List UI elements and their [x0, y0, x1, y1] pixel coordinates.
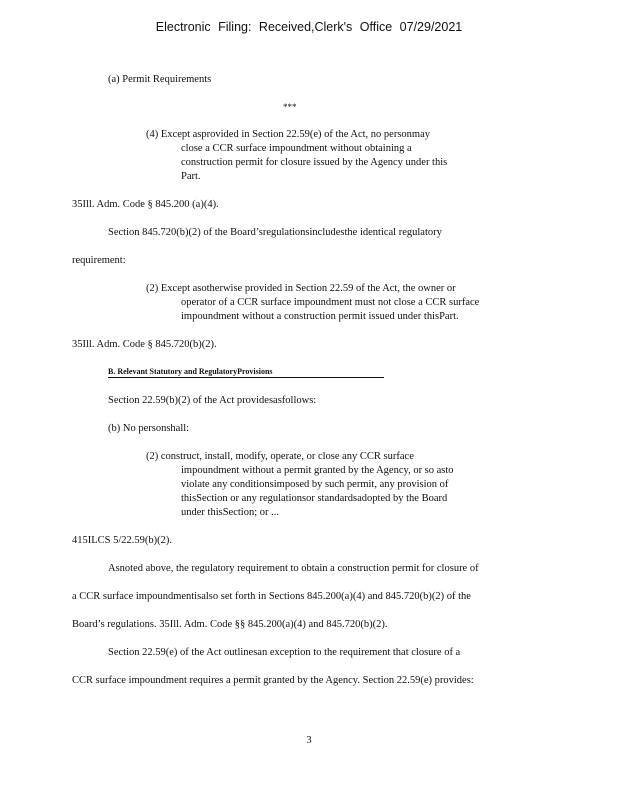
item-2b-line: (2) construct, install, modify, operate, or close any CCR surface	[146, 451, 414, 462]
item-2-line: impoundment without a construction permit issued under thisPart.	[181, 311, 459, 322]
citation: 35Ill. Adm. Code § 845.200 (a)(4).	[72, 199, 219, 210]
body-text: Section 845.720(b)(2) of the Board’sregulationsincludesthe identical regulatory	[108, 227, 442, 238]
citation: 415ILCS 5/22.59(b)(2).	[72, 535, 173, 546]
subsection-label: (b) No personshall:	[108, 423, 190, 434]
item-2b-line: impoundment without a permit granted by the Agency, or so asto	[181, 465, 454, 476]
body-text: Section 22.59(e) of the Act outlinesan exception to the requirement that closure of a	[108, 647, 461, 658]
body-text: a CCR surface impoundmentisalso set forth in Sections 845.200(a)(4) and 845.720(b)(2) of the	[72, 591, 471, 602]
ellipsis-stars: ***	[283, 102, 297, 112]
body-text: Section 22.59(b)(2) of the Act providesasfollows:	[108, 395, 317, 406]
body-text: Board’s regulations. 35Ill. Adm. Code §§ 845.200(a)(4) and 845.720(b)(2).	[72, 619, 388, 630]
filing-header: Electronic Filing: Received,Clerk's Office 07/29/2021	[155, 20, 463, 34]
item-4-line: Part.	[181, 171, 201, 182]
body-text: CCR surface impoundment requires a permit granted by the Agency. Section 22.59(e) provides:	[72, 675, 474, 686]
item-2-line: (2) Except asotherwise provided in Section 22.59 of the Act, the owner or	[146, 283, 456, 294]
item-4-line: (4) Except asprovided in Section 22.59(e) of the Act, no personmay	[146, 129, 431, 140]
body-text: requirement:	[72, 255, 126, 266]
item-4-line: construction permit for closure issued by the Agency under this	[181, 157, 448, 168]
section-a-label: (a) Permit Requirements	[108, 74, 212, 85]
item-2b-line: under thisSection; or ...	[181, 507, 279, 518]
body-text: Asnoted above, the regulatory requirement to obtain a construction permit for closure of	[108, 563, 479, 574]
item-2b-line: thisSection or any regulationsor standardsadopted by the Board	[181, 493, 448, 504]
item-2b-line: violate any conditionsimposed by such permit, any provision of	[181, 479, 449, 490]
section-heading-b: B. Relevant Statutory and RegulatoryProvisions	[108, 367, 384, 378]
item-2-line: operator of a CCR surface impoundment must not close a CCR surface	[181, 297, 480, 308]
citation: 35Ill. Adm. Code § 845.720(b)(2).	[72, 339, 217, 350]
item-4-line: close a CCR surface impoundment without obtaining a	[181, 143, 412, 154]
page-number: 3	[306, 735, 312, 746]
